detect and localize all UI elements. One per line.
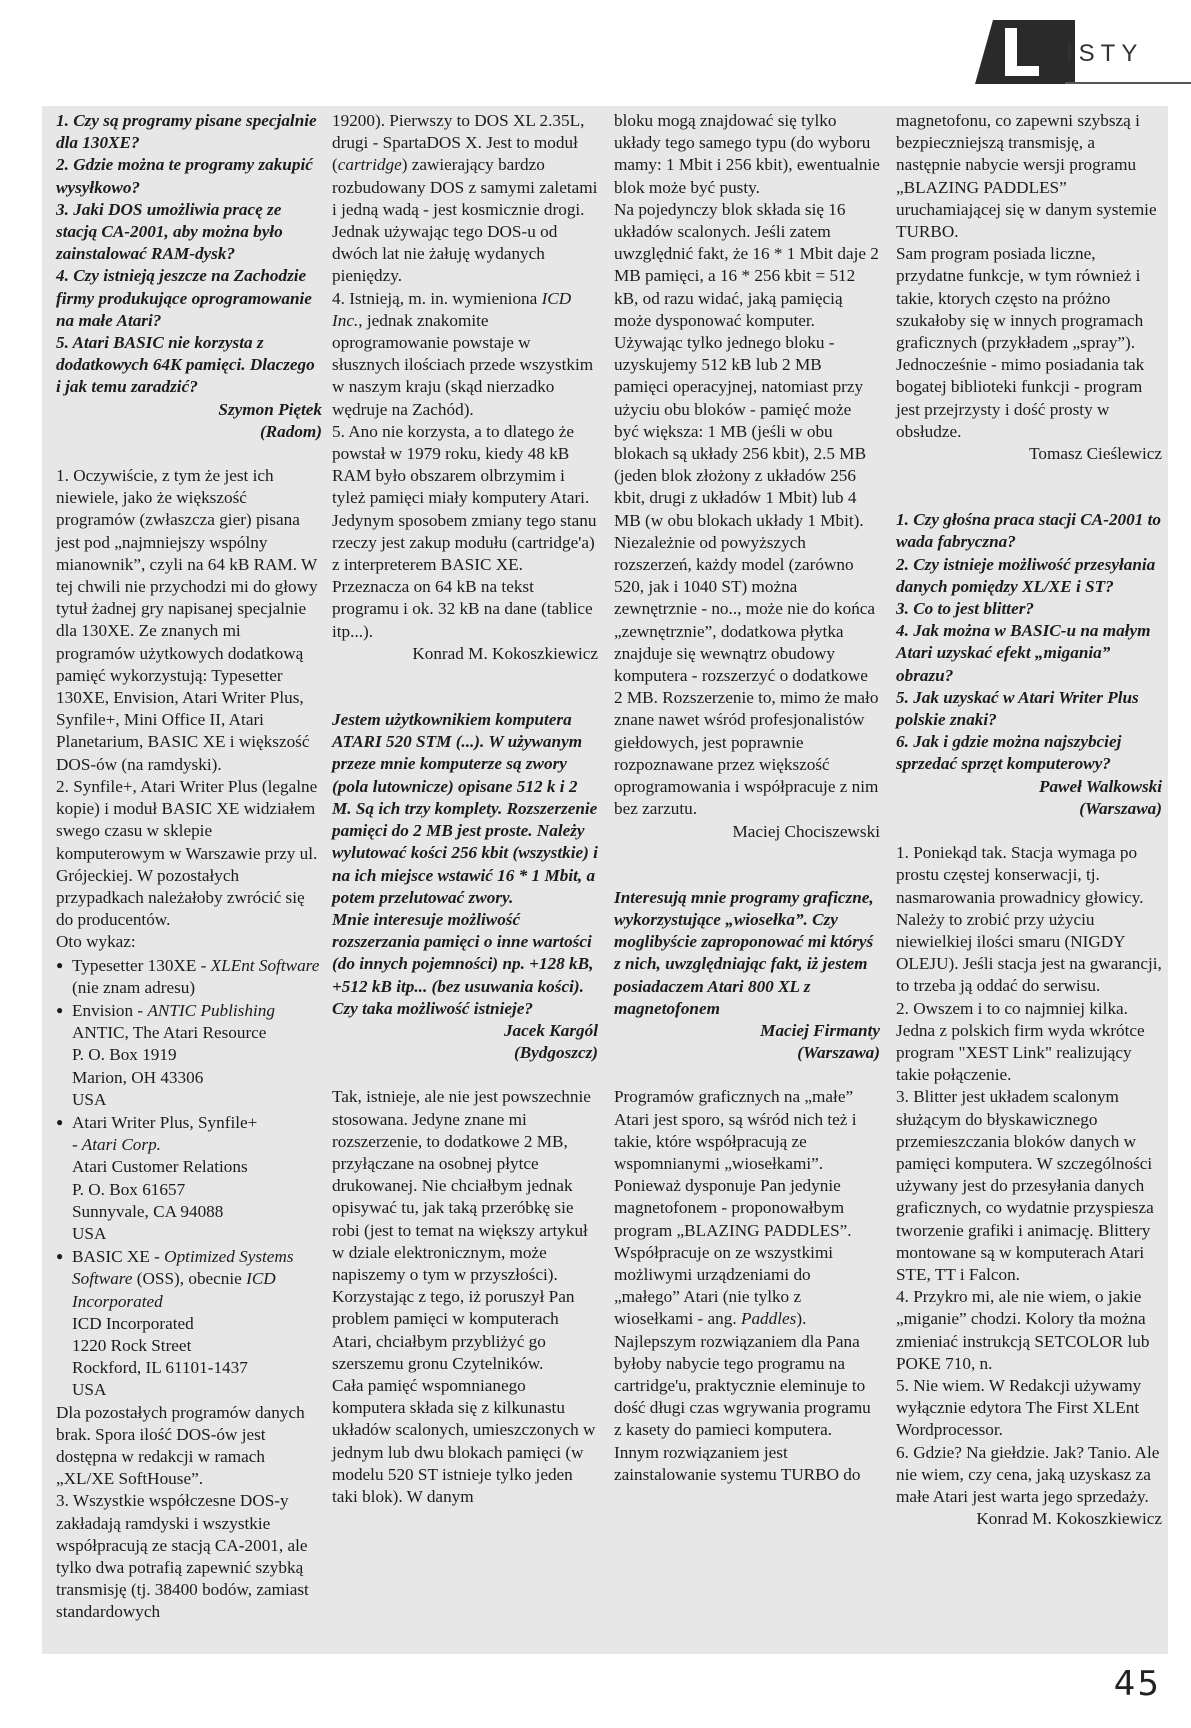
- address-line: 1220 Rock Street: [72, 1335, 192, 1355]
- address-line: Rockford, IL 61101-1437: [72, 1358, 248, 1378]
- answer-paragraph: Dla pozostałych programów danych brak. Spora ilość DOS-ów jest dostępna w redakcji w ramach „XL/XE SoftHouse”.: [56, 1402, 305, 1489]
- page-number: 45: [1113, 1664, 1161, 1704]
- signature-name: Paweł Walkowski: [1038, 776, 1162, 796]
- list-item: ● Atari Writer Plus, Synfile+: [56, 1111, 322, 1134]
- signature-city: (Bydgoszcz): [513, 1043, 598, 1063]
- address-line: P. O. Box 1919: [72, 1045, 177, 1065]
- signature-name: Szymon Piętek: [218, 399, 322, 419]
- question-paragraph: Mnie interesuje możliwość rozszerzania pamięci o inne wartości (do innych pojemności) np. +128 kB, +512 kB itp... (bez usuwania kości). Czy taka możliwość istnieje?: [332, 909, 594, 1018]
- question-line: 5. Jak uzyskać w Atari Writer Plus polskie znaki?: [896, 687, 1139, 730]
- answer-paragraph: Programów graficznych na „małe” Atari jest sporo, są wśród nich też i takie, które współpracują ze wspomnianymi „wiosełkami”. Ponieważ dysponuje Pan jedynie magnetofonem - proponowałbym program „BLAZING PADDLES”. Współpracuje on ze wszystkimi możliwymi urządzeniami do „małego” Atari (nie tylko z wiosełkami - ang. Paddles).: [614, 1087, 857, 1329]
- signature-name: Maciej Chociszewski: [732, 821, 880, 841]
- company-name: - Atari Corp.: [72, 1135, 161, 1155]
- answer-paragraph: 2. Synfile+, Atari Writer Plus (legalne kopie) i moduł BASIC XE widziałem swego czasu w sklepie komputerowym w Warszawie przy ul. Grójeckiej. W pozostałych przypadkach należałoby zwrócić się do producentów.: [56, 776, 318, 930]
- question-line: 4. Jak można w BASIC-u na małym Atari uzyskać efekt „migania” obrazu?: [896, 621, 1151, 685]
- answer-paragraph: 3. Wszystkie współczesne DOS-y zakładają ramdyski i wszystkie współpracują ze stacją CA-2001, ale tylko dwa potrafią zapewnić szybką transmisję (tj. 38400 bodów, zamiast standardowych: [56, 1491, 309, 1622]
- question-paragraph: Jestem użytkownikiem komputera ATARI 520 STM (...). W używanym przeze mnie komputerze są zwory (pola lutownicze) opisane 512 k i 2 M. Są ich trzy komplety. Rozszerzenie pamięci do 2 MB jest proste. Należy wylutować kości 256 kbit (wszystkie) i na ich miejsce wstawić 16 * 1 Mbit, a potem przelutować zwory.: [332, 710, 598, 907]
- answer-paragraph: Cała pamięć wspomnianego komputera składa się z kilkunastu układów scalonych, umieszczonych w jednym lub dwu blokach pamięci (w modelu 520 ST istnieje tylko jeden taki blok). W danym: [332, 1375, 596, 1506]
- answer-paragraph: 1. Oczywiście, z tym że jest ich niewiele, jako że większość programów (zwłaszcza gier) pisana jest pod „najmniejszy wspólny mianownik”, czyli na 64 kB RAM. W tej chwili nie przychodzi mi do głowy tytuł żadnej gry napisanej specjalnie dla 130XE. Ze znanych mi programów użytkowych dodatkową pamięć wykorzystują: Typesetter 130XE, Envision, Atari Writer Plus, Synfile+, Mini Office II, Atari Planetarium, BASIC XE i większość DOS-ów (na ramdyski).: [56, 466, 318, 774]
- answer-paragraph: bloku mogą znajdować się tylko układy tego samego typu (do wyboru mamy: 1 Mbit i 256 kbit), ewentualnie blok może być pusty.: [614, 111, 880, 197]
- answer-paragraph: 3. Blitter jest układem scalonym służącym do błyskawicznego przemieszczania bloków danych w pamięci komputera. W szczególności używany jest do przesyłania danych graficznych, co wydatnie przyspiesza tworzenie grafiki i animację. Blittery montowane są w komputerach Atari STE, TT i Falcon.: [896, 1087, 1154, 1284]
- signature-name: Konrad M. Kokoszkiewicz: [976, 1509, 1162, 1529]
- answer-paragraph: Innym rozwiązaniem jest zainstalowanie systemu TURBO do: [614, 1442, 861, 1484]
- answer-paragraph: Tak, istnieje, ale nie jest powszechnie stosowana. Jedyne znane mi rozszerzenie, to dodatkowe 2 MB, przyłączane na osobnej płytce drukowanej. Nie chciałbym jednak opisywać tu, jak taką przeróbkę sie robi (jest to temat na większy artykuł w dziale elektronicznym, może napiszemy o tym w przyszłości). Korzystając z tego, iż poruszył Pan problem pamięci w komputerach Atari, chciałbym przybliżyć go szerszemu gronu Czytelników.: [332, 1087, 591, 1373]
- question-line: 1. Czy są programy pisane specjalnie dla 130XE?: [56, 111, 317, 153]
- answer-paragraph: Sam program posiada liczne, przydatne funkcje, w tym również i takie, ktorych często na próżno szukałoby się w innych programach graficznych (przykładem „spray”). Jednocześnie - mimo posiadania tak bogatej biblioteki funkcji - program jest przejrzysty i dość prosty w obsłudze.: [896, 244, 1145, 441]
- address-line: ANTIC, The Atari Resource: [72, 1023, 267, 1043]
- question-paragraph: Interesują mnie programy graficzne, wykorzystujące „wiosełka”. Czy moglibyście zaproponować mi któryś z nich, uwzględniając fakt, iż jestem posiadaczem Atari 800 XL z magnetofonem: [614, 887, 874, 1018]
- answer-paragraph: Najlepszym rozwiązaniem dla Pana byłoby nabycie tego programu na cartridge'u, praktycznie eleminuje to dość długi czas wgrywania programu z kasety do pamieci komputera.: [614, 1331, 871, 1440]
- address-line: USA: [72, 1089, 107, 1109]
- question-line: 1. Czy głośna praca stacji CA-2001 to wada fabryczna?: [896, 510, 1161, 552]
- answer-paragraph: magnetofonu, co zapewni szybszą i bezpieczniejszą transmisję, a następnie nabycie wersji programu „BLAZING PADDLES” uruchamiającej się w danym systemie TURBO.: [896, 111, 1157, 242]
- answer-paragraph: 5. Ano nie korzysta, a to dlatego że powstał w 1979 roku, kiedy 48 kB RAM było obszarem olbrzymim i tyleż pamięci miały komputery Atari. Jedynym sposobem zmiany tego stanu rzeczy jest zakup modułu (cartridge'a) z interpreterem BASIC XE. Przeznacza on 64 kB na tekst programu i ok. 32 kB na dane (tablice itp...).: [332, 421, 597, 641]
- question-line: 3. Jaki DOS umożliwia pracę ze stacją CA-2001, aby można było zainstalować RAM-dysk?: [56, 199, 283, 264]
- address-line: Sunnyvale, CA 94088: [72, 1201, 224, 1221]
- list-intro: Oto wykaz:: [56, 932, 136, 952]
- answer-paragraph: 2. Owszem i to co najmniej kilka. Jedna z polskich firm wyda wkrótce program "XEST Link" realizujący takie połączenie.: [896, 998, 1145, 1085]
- section-title: ISTY: [1066, 40, 1144, 67]
- address-line: ICD Incorporated: [72, 1313, 194, 1333]
- letters-logo-icon: [975, 14, 1075, 84]
- question-line: 2. Czy istnieje możliwość przesyłania danych pomiędzy XL/XE i ST?: [896, 554, 1156, 596]
- answer-paragraph: 4. Istnieją, m. in. wymieniona ICD Inc., jednak znakomite oprogramowanie powstaje w słusznych ilościach przede wszystkim w naszym kraju (skąd nierzadko wędruje na Zachód).: [332, 288, 594, 419]
- answer-paragraph: 1. Poniekąd tak. Stacja wymaga po prostu częstej konserwacji, tj. nasmarowania prowadnicy głowicy. Należy to zrobić przy użyciu niewielkiej ilości smaru (NIGDY OLEJU). Jeśli stacja jest na gwarancji, to trzeba ją oddać do serwisu.: [896, 843, 1162, 996]
- signature-name: Jacek Kargól: [503, 1020, 598, 1040]
- answer-paragraph: Niezależnie od powyższych rozszerzeń, każdy model (zarówno 520, jak i 1040 ST) można zewnętrznie - no.., może nie do końca „zewnętrznie”, dodatkowa płytka znajduje się wewnątrz obudowy komputera - rozszerzyć o dodatkowe 2 MB. Rozszerzenie to, mimo że mało znane nawet wśród profesjonalistów giełdowych, jest poprawnie rozpoznawane przez większość oprogramowania i współpracuje z nim bez zarzutu.: [614, 532, 879, 819]
- signature-city: (Warszawa): [797, 1043, 880, 1063]
- signature-city: (Warszawa): [1079, 798, 1162, 818]
- section-header: [975, 14, 1191, 80]
- letters-content: [42, 106, 1168, 1654]
- address-line: Marion, OH 43306: [72, 1067, 204, 1087]
- answer-paragraph: 6. Gdzie? Na giełdzie. Jak? Tanio. Ale nie wiem, czy cena, jaką uzyskasz za małe Atari jest warta jego sprzedaży.: [896, 1442, 1160, 1506]
- question-line: 2. Gdzie można te programy zakupić wysyłkowo?: [56, 155, 313, 197]
- answer-paragraph: Na pojedynczy blok składa się 16 układów scalonych. Jeśli zatem uwzględnić fakt, że 16 * 1 Mbit daje 2 MB pamięci, a 16 * 256 kbit = 512 kB, od razu widać, jaką pamięcią może dysponować komputer. Używając tylko jednego bloku - uzyskujemy 512 kB lub 2 MB pamięci operacyjnej, natomiast przy użyciu obu bloków - pamięć może być większa: 1 MB (jeśli w obu blokach są układy 256 kbit), 2.5 MB (jeden blok złożony z układów 256 kbit, drugi z układów 1 Mbit) lub 4 MB (w obu blokach układy 1 Mbit).: [614, 199, 879, 530]
- column-3: [614, 106, 880, 1486]
- column-1: [56, 106, 322, 1624]
- list-item: ● BASIC XE - Optimized Systems Software (OSS), obecnie ICD Incorporated: [56, 1245, 322, 1313]
- answer-paragraph: 4. Przykro mi, ale nie wiem, o jakie „miganie” chodzi. Kolory tła można zmieniać instrukcją SETCOLOR lub POKE 710, n.: [896, 1287, 1150, 1373]
- header-rule: [1065, 82, 1191, 84]
- question-line: 6. Jak i gdzie można najszybciej sprzedać sprzęt komputerowy?: [896, 732, 1122, 774]
- signature-name: Maciej Firmanty: [760, 1020, 880, 1040]
- question-line: 4. Czy istnieją jeszcze na Zachodzie firmy produkujące oprogramowanie na małe Atari?: [56, 266, 312, 330]
- address-line: P. O. Box 61657: [72, 1179, 186, 1199]
- list-item: ● Envision - ANTIC Publishing: [56, 999, 322, 1022]
- question-line: 5. Atari BASIC nie korzysta z dodatkowych 64K pamięci. Dlaczego i jak temu zaradzić?: [56, 333, 315, 397]
- signature-city: (Radom): [259, 421, 322, 441]
- answer-paragraph: 19200). Pierwszy to DOS XL 2.35L, drugi - SpartaDOS X. Jest to moduł (cartridge) zawierający bardzo rozbudowany DOS z samymi zaletami i jedną wadą - jest kosmicznie drogi. Jednak używając tego DOS-u od dwóch lat nie żałuję wydanych pieniędzy.: [332, 111, 598, 286]
- column-4: [896, 106, 1162, 1530]
- address-line: Atari Customer Relations: [72, 1157, 248, 1177]
- address-line: USA: [72, 1380, 107, 1400]
- list-item: ● Typesetter 130XE - XLEnt Software (nie znam adresu): [56, 954, 322, 999]
- answer-paragraph: 5. Nie wiem. W Redakcji używamy wyłącznie edytora The First XLEnt Wordprocessor.: [896, 1375, 1142, 1440]
- column-2: [332, 106, 598, 1508]
- signature-name: Konrad M. Kokoszkiewicz: [412, 643, 598, 663]
- signature-name: Tomasz Cieślewicz: [1029, 444, 1162, 464]
- address-line: USA: [72, 1223, 107, 1243]
- question-line: 3. Co to jest blitter?: [896, 599, 1034, 619]
